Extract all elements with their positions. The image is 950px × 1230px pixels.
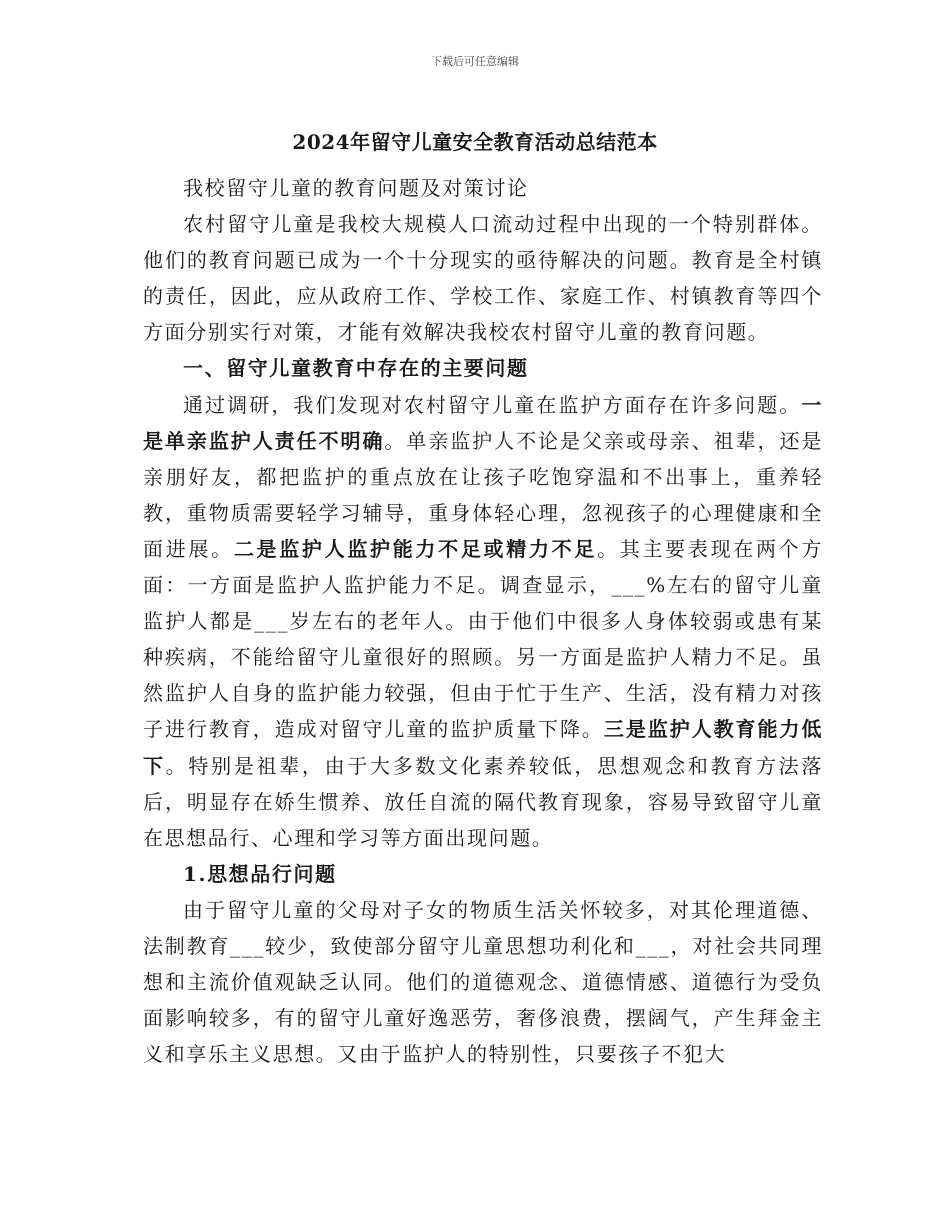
problems-sentence-2: 。单亲监护人不论是父亲或母亲、祖辈，还是亲朋好友，都把监护的重点放在让孩子吃饱穿温和不出事上，重养轻教，重物质需要轻学习辅导，重身体轻心理，忽视孩子的心理健康和全面进展。 <box>143 428 824 561</box>
subsection-heading: 1.思想品行问题 <box>183 861 337 886</box>
header-note: 下载后可任意编辑 <box>431 55 519 68</box>
section-heading: 一、留守儿童教育中存在的主要问题 <box>183 356 529 381</box>
intro-paragraph: 农村留守儿童是我校大规模人口流动过程中出现的一个特别群体。他们的教育问题已成为一个十分现实的亟待解决的问题。教育是全村镇的责任，因此，应从政府工作、学校工作、家庭工作、村镇教育等四个方面分别实行对策，才能有效解决我校农村留守儿童的教育问题。 <box>143 212 823 345</box>
problems-sentence-1: 通过调研，我们发现对农村留守儿童在监护方面存在许多问题。 <box>183 392 802 417</box>
problems-paragraph <box>143 387 823 856</box>
problem-2-bold: 二是监护人监护能力不足或精力不足 <box>233 536 598 561</box>
document-title: 2024年留守儿童安全教育活动总结范本 <box>292 130 658 154</box>
problem-1-bold: 一是单亲监护人责任不明确 <box>143 392 823 453</box>
problems-sentence-3: 。其主要表现在两个方面：一方面是监护人监护能力不足。调查显示，___%左右的留守儿童监护人都是___岁左右的老年人。由于他们中很多人身体较弱或患有某种疾病，不能给留守儿童很好的照顾。另一方面是监护人精力不足。虽然监护人自身的监护能力较强，但由于忙于生产、生活，没有精力对孩子进行教育，造成对留守儿童的监护质量下降。 <box>143 536 823 742</box>
problem-3-bold: 三是监护人教育能力低下 <box>143 717 823 778</box>
moral-paragraph: 由于留守儿童的父母对子女的物质生活关怀较多，对其伦理道德、法制教育___较少，致使部分留守儿童思想功利化和___，对社会共同理想和主流价值观缺乏认同。他们的道德观念、道德情感、道德行为受负面影响较多，有的留守儿童好逸恶劳，奢侈浪费，摆阔气，产生拜金主义和享乐主义思想。又由于监护人的特别性，只要孩子不犯大 <box>143 897 823 1067</box>
problems-sentence-4: 。特别是祖辈，由于大多数文化素养较低，思想观念和教育方法落后，明显存在娇生惯养、放任自流的隔代教育现象，容易导致留守儿童在思想品行、心理和学习等方面出现问题。 <box>143 753 823 850</box>
subtitle-paragraph: 我校留守儿童的教育问题及对策讨论 <box>183 176 529 200</box>
document-body <box>143 170 823 1072</box>
